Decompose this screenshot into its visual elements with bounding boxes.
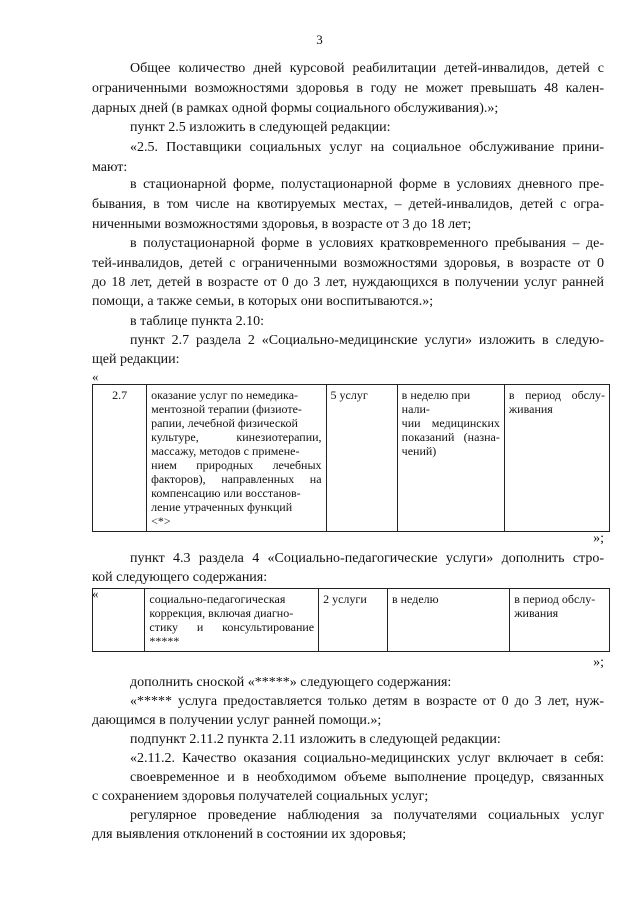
cell-line: чии медицинских [401, 416, 500, 430]
volume-cell [319, 589, 388, 652]
cell-line: чений) [401, 444, 437, 458]
services-table-medical [92, 384, 610, 532]
row-number-cell [93, 589, 145, 652]
paragraph-line: мают: [92, 160, 128, 175]
paragraph-line: регулярное проведение наблюдения за получателями социальных услуг [130, 808, 604, 823]
cell-line: социально-педагогическая [149, 592, 286, 606]
paragraph-line: с сохранением здоровья получателей социальных услуг; [92, 789, 429, 804]
frequency-value: в неделю [391, 592, 439, 606]
cell-line: ление утраченных функций [151, 500, 293, 514]
paragraph-line: пункт 2.5 изложить в следующей редакции: [130, 120, 391, 135]
paragraph-line: дающимся в получении услуг ранней помощи.»; [92, 713, 382, 728]
cell-line: нием природных лечебных [151, 458, 322, 472]
period-cell [510, 589, 610, 652]
paragraph-line: для выявления отклонений в состоянии их здоровья; [92, 827, 407, 842]
cell-line: рапии, лечебной физической [151, 416, 298, 430]
volume-value: 2 услуги [323, 592, 367, 606]
open-quote: « [92, 369, 99, 384]
paragraph-line: бывания, в том числе на квотируемых местах, – детей-инвалидов, детей с огра- [92, 197, 604, 212]
period-cell [504, 385, 609, 532]
table-row [93, 385, 610, 532]
paragraph-line: «2.5. Поставщики социальных услуг на социальное обслуживание прини- [130, 140, 604, 155]
paragraph-line: кой следующего содержания: [92, 570, 268, 585]
page-number: 3 [316, 32, 323, 47]
cell-line: ***** [149, 634, 180, 648]
cell-line: культуре, кинезиотерапии, [151, 430, 322, 444]
service-name-cell [145, 589, 319, 652]
paragraph-line: подпункт 2.11.2 пункта 2.11 изложить в следующей редакции: [130, 732, 501, 747]
paragraph-line: дарных дней (в рамках одной формы социального обслуживания).»; [92, 101, 499, 116]
paragraph-line: пункт 4.3 раздела 4 «Социально-педагогические услуги» дополнить стро- [130, 551, 604, 566]
frequency-cell [387, 589, 509, 652]
volume-value: 5 услуг [330, 388, 368, 402]
cell-line: в неделю при нали- [401, 388, 471, 416]
row-number-cell [93, 385, 147, 532]
paragraph-line: щей редакции: [92, 352, 180, 367]
cell-line: <*> [151, 514, 171, 528]
cell-line: ментозной терапии (физиоте- [151, 402, 302, 416]
cell-line: живания [508, 402, 553, 416]
paragraph-line: «2.11.2. Качество оказания социально-медицинских услуг включает в себя: [130, 751, 604, 766]
cell-line: стику и консультирование [149, 620, 315, 634]
paragraph-line: дополнить сноской «*****» следующего содержания: [130, 675, 452, 690]
paragraph-line: Общее количество дней курсовой реабилитации детей-инвалидов, детей с [130, 61, 604, 76]
paragraph-line: тей-инвалидов, детей с ограниченными возможностями здоровья, в возрасте от 0 [92, 256, 604, 271]
cell-line: показаний (назна- [401, 430, 500, 444]
paragraph-line: в стационарной форме, полустационарной форме в условиях дневного пре- [130, 177, 604, 192]
cell-line: факторов), направленных на [151, 472, 322, 486]
paragraph-line: до 18 лет, детей в возрасте от 0 до 3 лет, нуждающихся в получении услуг ранней [92, 275, 604, 290]
close-quote: »; [593, 531, 604, 546]
cell-line: компенсацию или восстанов- [151, 486, 301, 500]
cell-line: в период обслу- [514, 592, 596, 606]
cell-line: в период обслу- [508, 388, 605, 402]
cell-line: оказание услуг по немедика- [151, 388, 299, 402]
frequency-cell [397, 385, 504, 532]
paragraph-line: помощи, а также семьи, в которых они воспитываются.»; [92, 294, 434, 309]
service-name-cell [147, 385, 326, 532]
paragraph-line: своевременное и в необходимом объеме выполнение процедур, связанных [130, 770, 604, 785]
cell-line: живания [514, 606, 559, 620]
cell-line: коррекция, включая диагно- [149, 606, 294, 620]
row-number: 2.7 [112, 388, 128, 402]
paragraph-line: ограниченными возможностями здоровья в году не может превышать 48 кален- [92, 81, 604, 96]
close-quote: »; [593, 655, 604, 670]
paragraph-line: «***** услуга предоставляется только детям в возрасте от 0 до 3 лет, нуж- [130, 694, 604, 709]
services-table-pedagogical [92, 588, 610, 652]
paragraph-line: ниченными возможностями здоровья, в возрасте от 3 до 18 лет; [92, 217, 472, 232]
table-row [93, 589, 610, 652]
cell-line: массажу, методов с примене- [151, 444, 300, 458]
paragraph-line: в полустационарной форме в условиях кратковременного пребывания – де- [130, 236, 604, 251]
volume-cell [326, 385, 397, 532]
paragraph-line: в таблице пункта 2.10: [130, 314, 265, 329]
paragraph-line: пункт 2.7 раздела 2 «Социально-медицинские услуги» изложить в следую- [130, 333, 604, 348]
open-quote: « [92, 586, 99, 601]
